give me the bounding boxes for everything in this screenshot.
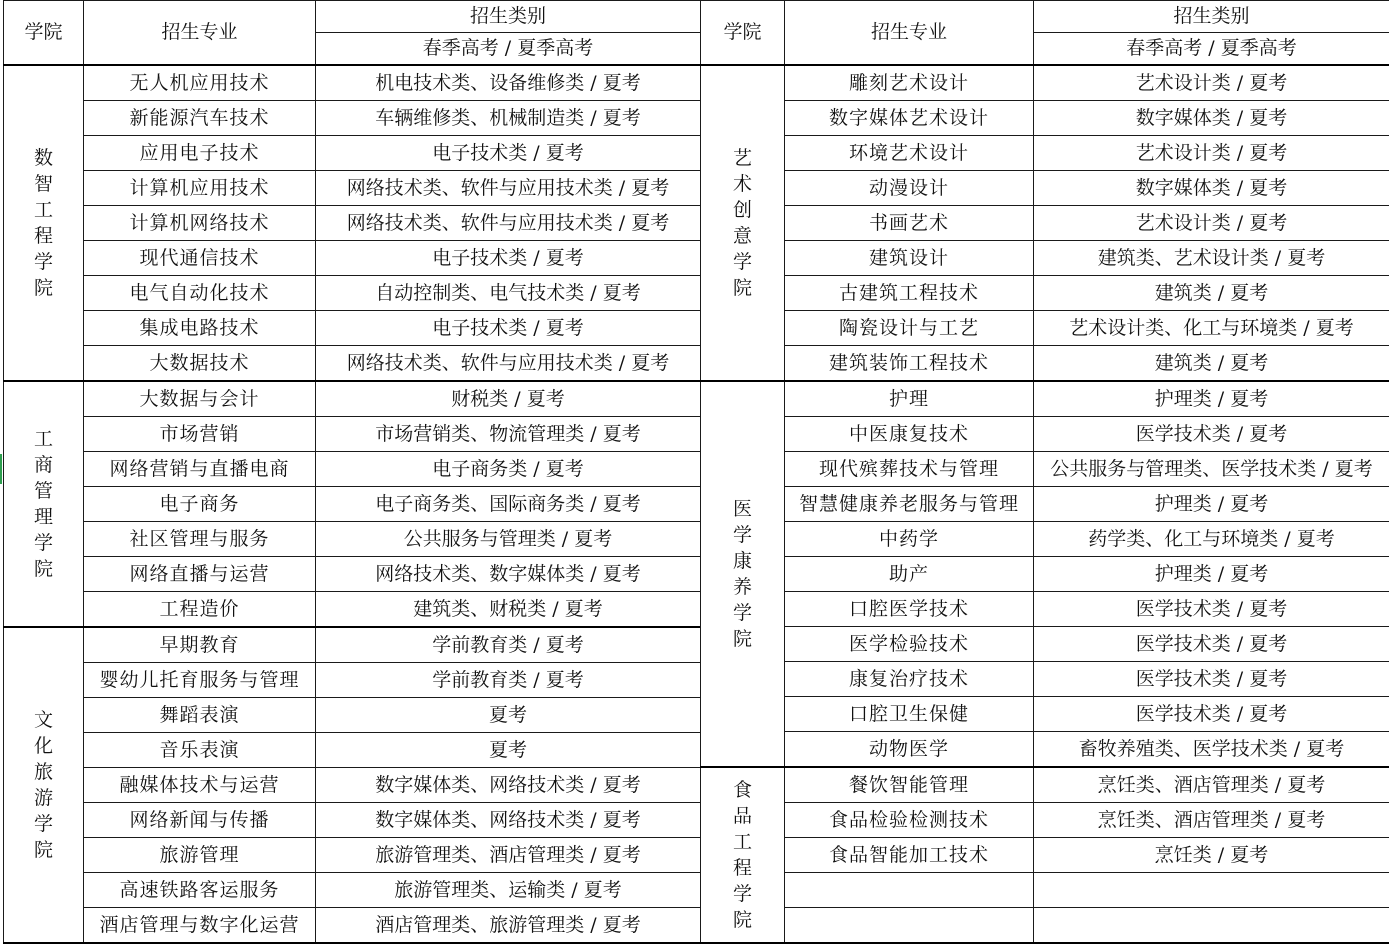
major-cell: 应用电子技术	[84, 136, 316, 171]
major-cell: 融媒体技术与运营	[84, 768, 316, 803]
category-cell: 数字媒体类、网络技术类 / 夏考	[316, 768, 701, 803]
major-cell: 中药学	[785, 522, 1034, 557]
category-cell: 艺术设计类 / 夏考	[1034, 206, 1389, 241]
major-cell: 计算机网络技术	[84, 206, 316, 241]
category-cell: 医学技术类 / 夏考	[1034, 697, 1389, 732]
major-cell: 工程造价	[84, 592, 316, 628]
category-cell: 网络技术类、数字媒体类 / 夏考	[316, 557, 701, 592]
category-cell: 医学技术类 / 夏考	[1034, 417, 1389, 452]
category-cell: 酒店管理类、旅游管理类 / 夏考	[316, 908, 701, 944]
header-category-sub: 春季高考 / 夏季高考	[316, 33, 701, 66]
major-cell: 电气自动化技术	[84, 276, 316, 311]
table-row	[4, 452, 701, 487]
category-cell: 自动控制类、电气技术类 / 夏考	[316, 276, 701, 311]
table-row	[4, 592, 701, 628]
major-cell: 助产	[785, 557, 1034, 592]
major-cell: 无人机应用技术	[84, 65, 316, 101]
major-cell: 集成电路技术	[84, 311, 316, 346]
category-cell: 机电技术类、设备维修类 / 夏考	[316, 65, 701, 101]
major-cell: 环境艺术设计	[785, 136, 1034, 171]
category-cell: 护理类 / 夏考	[1034, 557, 1389, 592]
table-row	[4, 171, 701, 206]
table-row	[701, 311, 1389, 346]
table-row	[701, 803, 1389, 838]
table-row	[4, 487, 701, 522]
table-row	[4, 417, 701, 452]
table-row	[701, 592, 1389, 627]
table-row	[4, 381, 701, 417]
category-cell: 旅游管理类、运输类 / 夏考	[316, 873, 701, 908]
table-row	[4, 136, 701, 171]
table-row	[4, 276, 701, 311]
table-row	[701, 417, 1389, 452]
table-row	[701, 171, 1389, 206]
college-name	[4, 65, 84, 381]
major-cell: 婴幼儿托育服务与管理	[84, 663, 316, 698]
table-row	[701, 627, 1389, 662]
table-row	[4, 522, 701, 557]
table-row	[4, 101, 701, 136]
major-cell: 医学检验技术	[785, 627, 1034, 662]
major-cell: 智慧健康养老服务与管理	[785, 487, 1034, 522]
category-cell: 公共服务与管理类 / 夏考	[316, 522, 701, 557]
major-cell: 新能源汽车技术	[84, 101, 316, 136]
college-name-vertical: 数 智 工 程 学 院	[4, 145, 83, 301]
college-name-vertical: 医 学 康 养 学 院	[701, 496, 784, 652]
major-cell: 雕刻艺术设计	[785, 65, 1034, 101]
category-cell: 艺术设计类 / 夏考	[1034, 136, 1389, 171]
right-admissions-table	[700, 0, 1389, 944]
major-cell: 现代通信技术	[84, 241, 316, 276]
category-cell: 学前教育类 / 夏考	[316, 663, 701, 698]
table-row	[4, 838, 701, 873]
table-row	[4, 346, 701, 382]
table-row	[701, 241, 1389, 276]
table-row	[701, 838, 1389, 873]
major-cell: 食品检验检测技术	[785, 803, 1034, 838]
category-cell: 医学技术类 / 夏考	[1034, 662, 1389, 697]
table-row	[701, 487, 1389, 522]
major-cell: 中医康复技术	[785, 417, 1034, 452]
major-cell: 早期教育	[84, 627, 316, 663]
category-cell: 数字媒体类 / 夏考	[1034, 101, 1389, 136]
category-cell	[1034, 873, 1389, 908]
table-row	[701, 557, 1389, 592]
category-cell: 建筑类、财税类 / 夏考	[316, 592, 701, 628]
table-row	[701, 908, 1389, 944]
header-major: 招生专业	[785, 1, 1034, 66]
category-cell: 建筑类 / 夏考	[1034, 346, 1389, 382]
category-cell	[1034, 908, 1389, 944]
major-cell: 市场营销	[84, 417, 316, 452]
table-row	[701, 873, 1389, 908]
row-selection-marker	[0, 454, 2, 484]
table-row	[4, 663, 701, 698]
college-name	[701, 381, 785, 767]
table-row	[4, 698, 701, 733]
header-category-sub: 春季高考 / 夏季高考	[1034, 33, 1389, 66]
category-cell: 车辆维修类、机械制造类 / 夏考	[316, 101, 701, 136]
table-row	[4, 803, 701, 838]
major-cell	[785, 873, 1034, 908]
table-row	[701, 206, 1389, 241]
left-admissions-table	[3, 0, 701, 944]
category-cell: 电子技术类 / 夏考	[316, 136, 701, 171]
table-row	[4, 206, 701, 241]
category-cell: 艺术设计类 / 夏考	[1034, 65, 1389, 101]
category-cell: 护理类 / 夏考	[1034, 487, 1389, 522]
category-cell: 艺术设计类、化工与环境类 / 夏考	[1034, 311, 1389, 346]
category-cell: 旅游管理类、酒店管理类 / 夏考	[316, 838, 701, 873]
category-cell: 电子商务类 / 夏考	[316, 452, 701, 487]
table-row	[701, 522, 1389, 557]
major-cell: 陶瓷设计与工艺	[785, 311, 1034, 346]
college-name-vertical: 艺 术 创 意 学 院	[701, 145, 784, 301]
table-row	[701, 732, 1389, 768]
college-name-vertical: 文 化 旅 游 学 院	[4, 707, 83, 863]
category-cell: 学前教育类 / 夏考	[316, 627, 701, 663]
table-row	[701, 452, 1389, 487]
category-cell: 网络技术类、软件与应用技术类 / 夏考	[316, 346, 701, 382]
header-major: 招生专业	[84, 1, 316, 66]
major-cell: 口腔医学技术	[785, 592, 1034, 627]
major-cell	[785, 908, 1034, 944]
category-cell: 公共服务与管理类、医学技术类 / 夏考	[1034, 452, 1389, 487]
major-cell: 动物医学	[785, 732, 1034, 768]
table-row	[701, 697, 1389, 732]
major-cell: 旅游管理	[84, 838, 316, 873]
category-cell: 夏考	[316, 698, 701, 733]
major-cell: 计算机应用技术	[84, 171, 316, 206]
major-cell: 数字媒体艺术设计	[785, 101, 1034, 136]
table-row	[4, 241, 701, 276]
major-cell: 网络新闻与传播	[84, 803, 316, 838]
major-cell: 大数据技术	[84, 346, 316, 382]
major-cell: 餐饮智能管理	[785, 767, 1034, 803]
category-cell: 畜牧养殖类、医学技术类 / 夏考	[1034, 732, 1389, 768]
category-cell: 电子技术类 / 夏考	[316, 311, 701, 346]
category-cell: 建筑类 / 夏考	[1034, 276, 1389, 311]
category-cell: 护理类 / 夏考	[1034, 381, 1389, 417]
major-cell: 舞蹈表演	[84, 698, 316, 733]
category-cell: 烹饪类、酒店管理类 / 夏考	[1034, 767, 1389, 803]
major-cell: 康复治疗技术	[785, 662, 1034, 697]
major-cell: 电子商务	[84, 487, 316, 522]
category-cell: 医学技术类 / 夏考	[1034, 627, 1389, 662]
header-college: 学院	[701, 1, 785, 66]
table-row	[701, 662, 1389, 697]
college-name	[701, 65, 785, 381]
major-cell: 动漫设计	[785, 171, 1034, 206]
category-cell: 市场营销类、物流管理类 / 夏考	[316, 417, 701, 452]
table-row	[4, 733, 701, 768]
header-college: 学院	[4, 1, 84, 66]
table-row	[701, 276, 1389, 311]
major-cell: 书画艺术	[785, 206, 1034, 241]
category-cell: 烹饪类、酒店管理类 / 夏考	[1034, 803, 1389, 838]
table-row	[701, 381, 1389, 417]
college-name	[4, 627, 84, 943]
category-cell: 财税类 / 夏考	[316, 381, 701, 417]
table-row	[701, 767, 1389, 803]
major-cell: 网络直播与运营	[84, 557, 316, 592]
table-row	[4, 557, 701, 592]
category-cell: 电子商务类、国际商务类 / 夏考	[316, 487, 701, 522]
category-cell: 网络技术类、软件与应用技术类 / 夏考	[316, 206, 701, 241]
header-category: 招生类别	[316, 1, 701, 33]
major-cell: 现代殡葬技术与管理	[785, 452, 1034, 487]
college-name	[701, 767, 785, 943]
category-cell: 电子技术类 / 夏考	[316, 241, 701, 276]
major-cell: 口腔卫生保健	[785, 697, 1034, 732]
major-cell: 建筑装饰工程技术	[785, 346, 1034, 382]
table-row	[701, 136, 1389, 171]
table-row	[4, 65, 701, 101]
major-cell: 社区管理与服务	[84, 522, 316, 557]
table-row	[4, 627, 701, 663]
major-cell: 高速铁路客运服务	[84, 873, 316, 908]
major-cell: 古建筑工程技术	[785, 276, 1034, 311]
table-row	[4, 908, 701, 944]
category-cell: 医学技术类 / 夏考	[1034, 592, 1389, 627]
table-row	[701, 101, 1389, 136]
major-cell: 酒店管理与数字化运营	[84, 908, 316, 944]
major-cell: 护理	[785, 381, 1034, 417]
table-row	[4, 873, 701, 908]
table-row	[4, 311, 701, 346]
category-cell: 建筑类、艺术设计类 / 夏考	[1034, 241, 1389, 276]
table-row	[701, 65, 1389, 101]
category-cell: 数字媒体类、网络技术类 / 夏考	[316, 803, 701, 838]
table-row	[4, 768, 701, 803]
header-category: 招生类别	[1034, 1, 1389, 33]
category-cell: 数字媒体类 / 夏考	[1034, 171, 1389, 206]
category-cell: 药学类、化工与环境类 / 夏考	[1034, 522, 1389, 557]
college-name	[4, 381, 84, 627]
college-name-vertical: 工 商 管 理 学 院	[4, 426, 83, 582]
major-cell: 音乐表演	[84, 733, 316, 768]
category-cell: 烹饪类 / 夏考	[1034, 838, 1389, 873]
major-cell: 网络营销与直播电商	[84, 452, 316, 487]
major-cell: 食品智能加工技术	[785, 838, 1034, 873]
college-name-vertical: 食 品 工 程 学 院	[701, 777, 784, 933]
major-cell: 大数据与会计	[84, 381, 316, 417]
table-row	[701, 346, 1389, 382]
major-cell: 建筑设计	[785, 241, 1034, 276]
category-cell: 夏考	[316, 733, 701, 768]
category-cell: 网络技术类、软件与应用技术类 / 夏考	[316, 171, 701, 206]
